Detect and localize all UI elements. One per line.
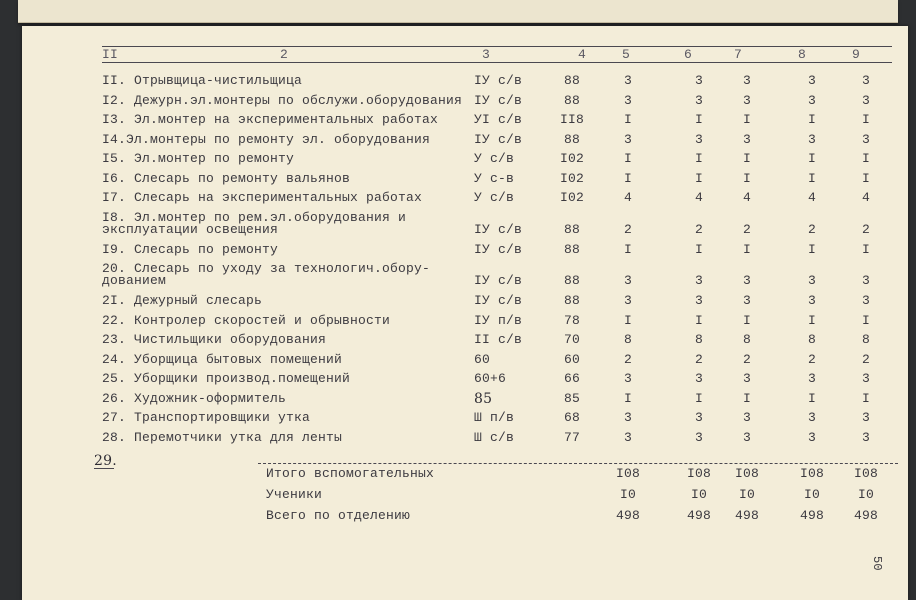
row-value-c8: I <box>807 151 816 166</box>
row-value-c5: I <box>623 170 632 186</box>
row-value-c5: 8 <box>623 332 632 347</box>
row-value-c7: I <box>742 170 751 186</box>
row-value-c8: I <box>807 170 816 186</box>
row-value-c7: I <box>742 151 751 166</box>
totals-value-c7: I0 <box>738 487 755 502</box>
totals-value-c6: 498 <box>686 508 711 523</box>
row-value-c9: I <box>861 241 870 257</box>
row-value-c6: 3 <box>694 131 703 147</box>
header-cell: 8 <box>798 47 807 62</box>
totals-label: Ученики <box>266 487 323 502</box>
row-value-c7: 2 <box>742 221 751 237</box>
row-value-c4: I02 <box>559 151 584 166</box>
handwritten-underline <box>94 468 114 469</box>
row-value-c7: 3 <box>742 92 751 108</box>
row-value-c6: 3 <box>694 73 703 88</box>
row-value-c7: 3 <box>742 273 751 288</box>
row-category: IУ п/в <box>474 312 523 328</box>
row-value-c9: 3 <box>861 131 870 147</box>
row-name: 27. Транспортировщики утка <box>102 410 311 425</box>
row-value-c4: 85 <box>563 390 580 406</box>
totals-value-c7: I08 <box>734 466 759 481</box>
row-name-continued: эксплуатации освещения <box>102 221 279 237</box>
row-value-c4: I02 <box>559 170 584 186</box>
row-value-c6: I <box>694 241 703 257</box>
row-name: 22. Контролер скоростей и обрывности <box>102 312 391 328</box>
row-name: I5. Эл.монтер по ремонту <box>102 151 295 166</box>
row-value-c9: I <box>861 112 870 127</box>
row-name: 24. Уборщица бытовых помещений <box>102 351 343 367</box>
row-value-c4: 88 <box>563 73 580 88</box>
totals-value-c8: I08 <box>799 466 824 481</box>
row-name: I7. Слесарь на экспериментальных работах <box>102 190 423 205</box>
row-value-c6: I <box>694 390 703 406</box>
row-value-c7: 3 <box>742 371 751 386</box>
totals-label: Итого вспомогательных <box>266 466 435 481</box>
row-value-c5: 3 <box>623 131 632 147</box>
row-name: 23. Чистильщики оборудования <box>102 332 327 347</box>
row-value-c6: I <box>694 312 703 328</box>
row-category: IУ с/в <box>474 293 523 308</box>
row-value-c4: 60 <box>563 351 580 367</box>
row-value-c4: 78 <box>563 312 580 328</box>
totals-value-c5: I0 <box>619 487 636 502</box>
row-value-c7: 8 <box>742 332 751 347</box>
row-value-c5: I <box>623 112 632 127</box>
header-cell: 4 <box>578 47 587 62</box>
row-category: IУ с/в <box>474 131 523 147</box>
row-value-c4: 77 <box>563 429 580 445</box>
row-value-c4: I02 <box>559 190 584 205</box>
row-value-c4: 88 <box>563 293 580 308</box>
row-value-c8: 4 <box>807 190 816 205</box>
totals-value-c5: 498 <box>615 508 640 523</box>
row-value-c5: 3 <box>623 92 632 108</box>
row-value-c8: 8 <box>807 332 816 347</box>
row-value-c7: I <box>742 390 751 406</box>
row-category: У с/в <box>474 190 515 205</box>
header-cell: 9 <box>852 47 861 62</box>
row-value-c7: I <box>742 112 751 127</box>
row-value-c5: 2 <box>623 221 632 237</box>
header-cell: 6 <box>684 47 693 62</box>
row-category: IУ с/в <box>474 92 523 108</box>
row-value-c9: 2 <box>861 351 870 367</box>
row-value-c9: 3 <box>861 293 870 308</box>
row-category: IУ с/в <box>474 221 523 237</box>
row-value-c4: II8 <box>559 112 584 127</box>
row-value-c8: I <box>807 241 816 257</box>
row-value-c9: 3 <box>861 273 870 288</box>
row-value-c9: 3 <box>861 410 870 425</box>
header-cell: 2 <box>280 47 289 62</box>
row-value-c7: 3 <box>742 131 751 147</box>
row-category: IУ с/в <box>474 241 523 257</box>
totals-value-c6: I0 <box>690 487 707 502</box>
row-category: 60 <box>474 351 491 367</box>
row-category: IУ с/в <box>474 73 523 88</box>
row-value-c5: I <box>623 241 632 257</box>
row-category: У с/в <box>474 151 515 166</box>
row-name: 20. Слесарь по уходу за технологич.обору- <box>102 261 431 276</box>
row-value-c8: I <box>807 390 816 406</box>
row-value-c4: 88 <box>563 221 580 237</box>
row-value-c8: I <box>807 112 816 127</box>
row-value-c5: 4 <box>623 190 632 205</box>
row-value-c4: 88 <box>563 273 580 288</box>
row-value-c9: I <box>861 312 870 328</box>
row-value-c9: 2 <box>861 221 870 237</box>
row-name: I6. Слесарь по ремонту вальянов <box>102 170 351 186</box>
row-value-c7: 3 <box>742 429 751 445</box>
totals-value-c9: I0 <box>857 487 874 502</box>
row-value-c8: 2 <box>807 351 816 367</box>
row-value-c8: 3 <box>807 273 816 288</box>
row-value-c7: 3 <box>742 410 751 425</box>
row-value-c4: 68 <box>563 410 580 425</box>
row-value-c6: 3 <box>694 410 703 425</box>
row-value-c9: I <box>861 170 870 186</box>
totals-value-c5: I08 <box>615 466 640 481</box>
row-value-c6: 3 <box>694 273 703 288</box>
header-cell: 3 <box>482 47 491 62</box>
row-value-c6: 2 <box>694 351 703 367</box>
row-name: 25. Уборщики производ.помещений <box>102 371 351 386</box>
row-value-c4: 88 <box>563 92 580 108</box>
row-value-c7: I <box>742 312 751 328</box>
totals-value-c6: I08 <box>686 466 711 481</box>
totals-value-c9: 498 <box>853 508 878 523</box>
row-value-c9: 3 <box>861 73 870 88</box>
row-value-c4: 88 <box>563 241 580 257</box>
row-value-c6: 2 <box>694 221 703 237</box>
row-value-c9: 3 <box>861 92 870 108</box>
row-value-c6: 3 <box>694 92 703 108</box>
row-value-c4: 88 <box>563 131 580 147</box>
totals-value-c7: 498 <box>734 508 759 523</box>
row-value-c5: I <box>623 312 632 328</box>
row-value-c5: 3 <box>623 410 632 425</box>
row-name: I3. Эл.монтер на экспериментальных работах <box>102 112 439 127</box>
handwritten-row-number: 29. <box>94 453 117 469</box>
row-value-c6: 3 <box>694 371 703 386</box>
row-value-c8: I <box>807 312 816 328</box>
totals-value-c8: 498 <box>799 508 824 523</box>
row-value-c6: 8 <box>694 332 703 347</box>
header-cell: II <box>102 47 119 62</box>
row-value-c5: I <box>623 151 632 166</box>
row-value-c8: 3 <box>807 429 816 445</box>
row-value-c6: I <box>694 151 703 166</box>
page-side-mark: 50 <box>870 556 884 571</box>
row-name: 28. Перемотчики утка для ленты <box>102 429 343 445</box>
row-name: I8. Эл.монтер по рем.эл.оборудования и <box>102 209 407 225</box>
row-value-c8: 2 <box>807 221 816 237</box>
row-name-continued: дованием <box>102 273 167 288</box>
row-value-c5: 3 <box>623 73 632 88</box>
row-value-c8: 3 <box>807 371 816 386</box>
row-value-c6: 3 <box>694 429 703 445</box>
row-name: I2. Дежурн.эл.монтеры по обслужи.оборудования <box>102 92 463 108</box>
row-value-c8: 3 <box>807 410 816 425</box>
row-value-c6: I <box>694 112 703 127</box>
row-name: 26. Художник-оформитель <box>102 390 287 406</box>
row-name: I4.Эл.монтеры по ремонту эл. оборудования <box>102 131 431 147</box>
header-top-rule <box>102 46 892 47</box>
row-value-c6: 3 <box>694 293 703 308</box>
row-value-c6: I <box>694 170 703 186</box>
row-value-c7: 4 <box>742 190 751 205</box>
row-value-c8: 3 <box>807 92 816 108</box>
row-value-c8: 3 <box>807 73 816 88</box>
previous-page-edge <box>18 0 898 23</box>
row-value-c5: I <box>623 390 632 406</box>
row-value-c9: 3 <box>861 429 870 445</box>
row-name: II. Отрывщица-чистильщица <box>102 73 303 88</box>
row-name: I9. Слесарь по ремонту <box>102 241 279 257</box>
row-value-c5: 3 <box>623 429 632 445</box>
row-value-c9: 3 <box>861 371 870 386</box>
totals-value-c8: I0 <box>803 487 820 502</box>
row-value-c5: 3 <box>623 293 632 308</box>
row-value-c7: 3 <box>742 73 751 88</box>
row-value-c4: 66 <box>563 371 580 386</box>
header-cell: 5 <box>622 47 631 62</box>
totals-rule <box>258 463 898 464</box>
row-value-c5: 3 <box>623 273 632 288</box>
document-page <box>22 26 908 600</box>
row-category: У с-в <box>474 170 515 186</box>
row-category: Ш п/в <box>474 410 515 425</box>
row-value-c9: 8 <box>861 332 870 347</box>
row-value-c5: 3 <box>623 371 632 386</box>
row-category: 60+6 <box>474 371 507 386</box>
row-value-c8: 3 <box>807 131 816 147</box>
row-category: IУ с/в <box>474 273 523 288</box>
header-cell: 7 <box>734 47 743 62</box>
row-value-c7: 2 <box>742 351 751 367</box>
row-value-c7: 3 <box>742 293 751 308</box>
row-value-c8: 3 <box>807 293 816 308</box>
row-category: УI с/в <box>474 112 523 127</box>
row-value-c9: 4 <box>861 190 870 205</box>
row-category: Ш с/в <box>474 429 515 445</box>
row-name: 2I. Дежурный слесарь <box>102 293 263 308</box>
row-value-c5: 2 <box>623 351 632 367</box>
totals-label: Всего по отделению <box>266 508 411 523</box>
row-value-c6: 4 <box>694 190 703 205</box>
row-category: II с/в <box>474 332 523 347</box>
row-value-c9: I <box>861 151 870 166</box>
header-rule <box>102 62 892 63</box>
totals-value-c9: I08 <box>853 466 878 481</box>
row-value-c9: I <box>861 390 870 406</box>
row-category: 85 <box>474 390 493 407</box>
row-value-c7: I <box>742 241 751 257</box>
row-value-c4: 70 <box>563 332 580 347</box>
